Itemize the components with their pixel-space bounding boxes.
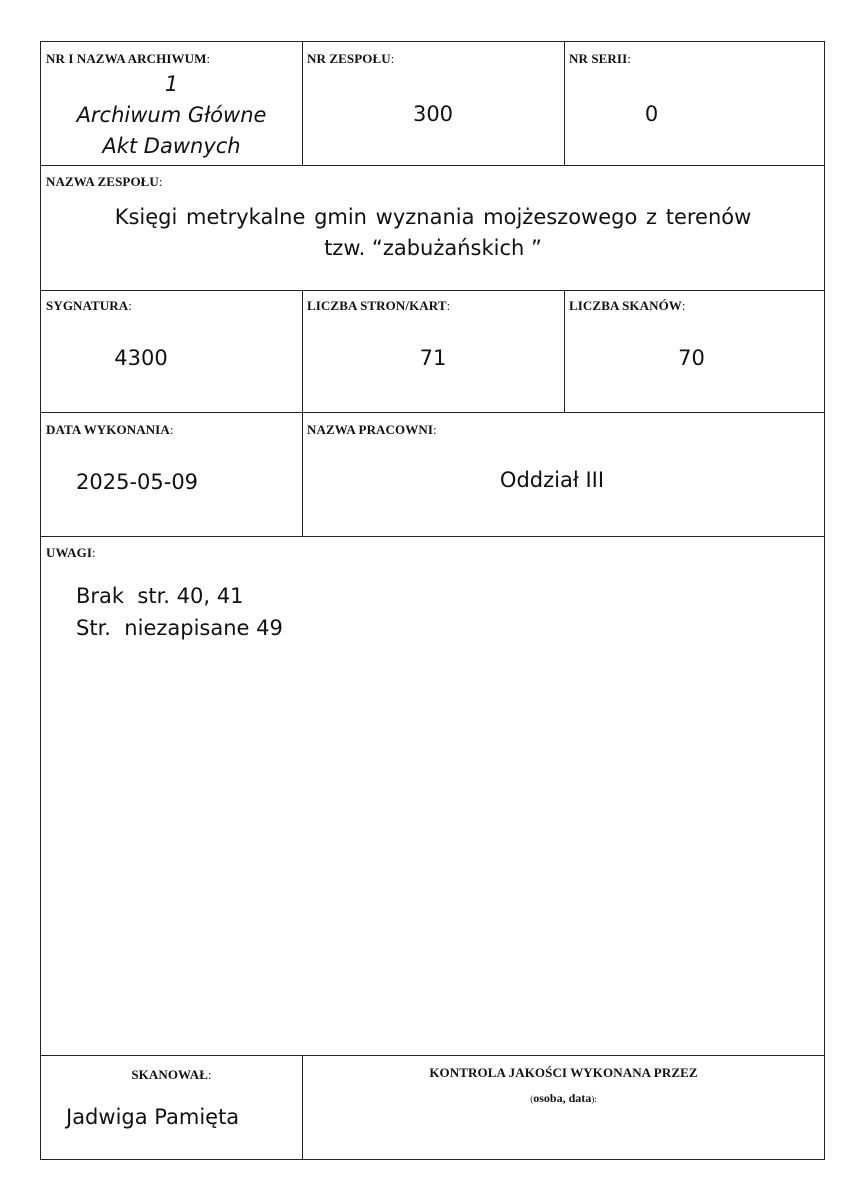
scanned-by-value: Jadwiga Pamięta xyxy=(66,1105,240,1129)
scanned-by-label: SKANOWAŁ: xyxy=(131,1067,212,1082)
date-value: 2025-05-09 xyxy=(76,470,199,494)
scans-label: LICZBA SKANÓW: xyxy=(569,298,686,313)
archive-label: NR I NAZWA ARCHIWUM: xyxy=(46,51,211,66)
series-number-label: NR SERII: xyxy=(569,51,631,66)
row-divider-1 xyxy=(41,165,825,166)
series-number-value: 0 xyxy=(644,102,659,126)
fonds-name-label: NAZWA ZESPOŁU: xyxy=(46,174,163,189)
row-divider-4 xyxy=(41,536,825,537)
scans-value: 70 xyxy=(678,346,705,370)
signature-value: 4300 xyxy=(114,346,168,370)
signature-label: SYGNATURA: xyxy=(46,298,132,313)
scan-metadata-form xyxy=(40,41,825,1160)
row-divider-3 xyxy=(41,412,825,413)
pages-label: LICZBA STRON/KART: xyxy=(307,298,451,313)
fonds-number-value: 300 xyxy=(412,102,454,126)
notes-line1: Brak str. 40, 41 xyxy=(76,584,244,608)
fonds-name-line1: Księgi metrykalne gmin wyznania mojżeszowego z terenów xyxy=(114,205,752,229)
workshop-value: Oddział III xyxy=(499,468,605,492)
archive-name-line1: Archiwum Główne xyxy=(76,103,267,127)
quality-label: KONTROLA JAKOŚCI WYKONANA PRZEZ xyxy=(429,1065,698,1080)
workshop-label: NAZWA PRACOWNI: xyxy=(307,422,437,437)
quality-sublabel: (osoba, data): xyxy=(530,1091,597,1105)
fonds-number-label: NR ZESPOŁU: xyxy=(307,51,395,66)
archive-name-line2: Akt Dawnych xyxy=(102,134,241,158)
fonds-name-line2: tzw. “zabużańskich ” xyxy=(324,236,542,260)
row-divider-5 xyxy=(41,1055,825,1056)
notes-line2: Str. niezapisane 49 xyxy=(76,616,283,640)
row-divider-2 xyxy=(41,290,825,291)
archive-number: 1 xyxy=(164,72,179,96)
pages-value: 71 xyxy=(419,346,447,370)
notes-label: UWAGI: xyxy=(46,545,96,560)
date-label: DATA WYKONANIA: xyxy=(46,422,174,437)
